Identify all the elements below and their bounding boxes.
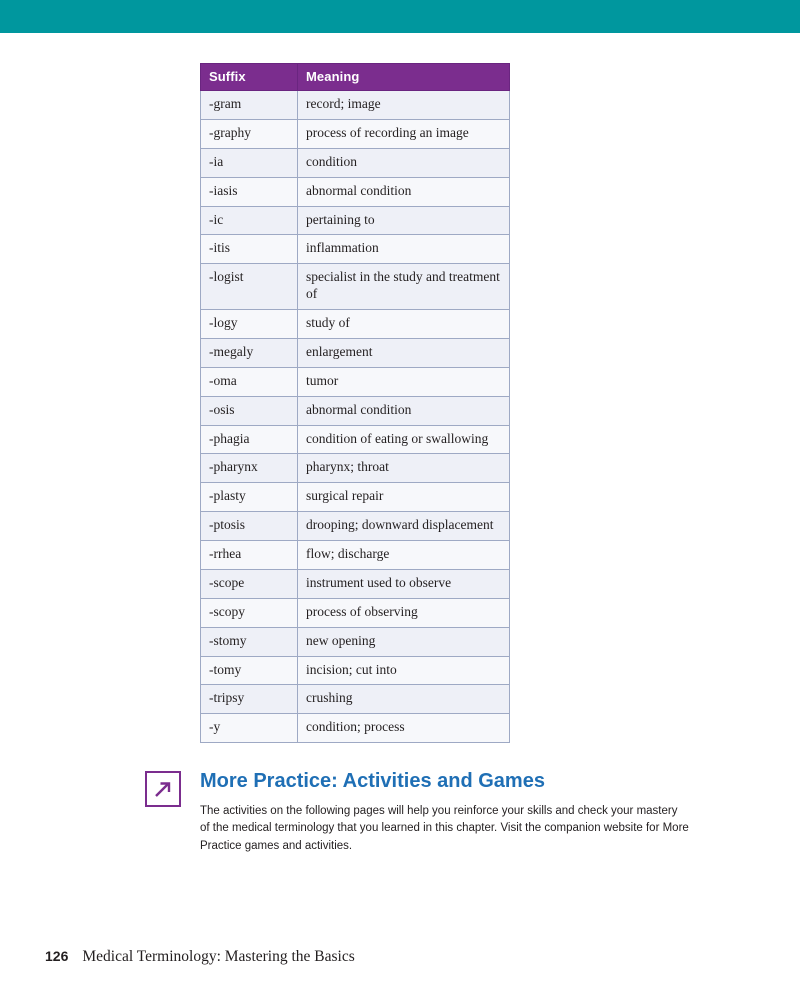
cell-meaning: surgical repair	[298, 483, 510, 512]
cell-suffix: -pharynx	[201, 454, 298, 483]
table-row	[201, 454, 510, 483]
cell-suffix: -ptosis	[201, 512, 298, 541]
more-practice-body: The activities on the following pages will help you reinforce your skills and check your mastery of the medical terminology that you learned in this chapter. Visit the companion website for More Practice games and activities.	[200, 805, 689, 852]
more-practice-section	[145, 763, 690, 855]
cell-meaning: instrument used to observe	[298, 569, 510, 598]
cell-suffix: -tripsy	[201, 685, 298, 714]
suffix-meaning-table	[200, 63, 510, 743]
cell-meaning: condition; process	[298, 714, 510, 743]
table-row	[201, 541, 510, 570]
cell-meaning: process of recording an image	[298, 119, 510, 148]
cell-suffix: -osis	[201, 396, 298, 425]
cell-meaning: process of observing	[298, 598, 510, 627]
column-header-suffix: Suffix	[201, 64, 298, 91]
cell-suffix: -tomy	[201, 656, 298, 685]
cell-meaning: condition	[298, 148, 510, 177]
cell-meaning: pertaining to	[298, 206, 510, 235]
cell-suffix: -scope	[201, 569, 298, 598]
table-row	[201, 91, 510, 120]
cell-suffix: -scopy	[201, 598, 298, 627]
cell-suffix: -graphy	[201, 119, 298, 148]
table-row	[201, 714, 510, 743]
cell-suffix: -oma	[201, 367, 298, 396]
cell-suffix: -itis	[201, 235, 298, 264]
cell-meaning: abnormal condition	[298, 177, 510, 206]
cell-suffix: -gram	[201, 91, 298, 120]
cell-suffix: -ia	[201, 148, 298, 177]
table-row	[201, 627, 510, 656]
table-header-row	[201, 64, 510, 91]
cell-meaning: crushing	[298, 685, 510, 714]
cell-meaning: condition of eating or swallowing	[298, 425, 510, 454]
table-row	[201, 512, 510, 541]
arrow-up-right-box-icon	[145, 771, 181, 807]
table-row	[201, 483, 510, 512]
cell-meaning: incision; cut into	[298, 656, 510, 685]
table-row	[201, 425, 510, 454]
table-row	[201, 569, 510, 598]
cell-meaning: new opening	[298, 627, 510, 656]
table-row	[201, 119, 510, 148]
cell-suffix: -rrhea	[201, 541, 298, 570]
cell-suffix: -phagia	[201, 425, 298, 454]
cell-meaning: record; image	[298, 91, 510, 120]
cell-suffix: -logist	[201, 264, 298, 310]
table-row	[201, 338, 510, 367]
cell-suffix: -ic	[201, 206, 298, 235]
table-row	[201, 656, 510, 685]
header-color-band	[0, 0, 800, 33]
table-row	[201, 264, 510, 310]
more-practice-heading: More Practice: Activities and Games	[200, 770, 545, 792]
cell-suffix: -stomy	[201, 627, 298, 656]
cell-meaning: abnormal condition	[298, 396, 510, 425]
table-row	[201, 685, 510, 714]
table-row	[201, 396, 510, 425]
table-row	[201, 148, 510, 177]
cell-suffix: -y	[201, 714, 298, 743]
table-header	[201, 64, 510, 91]
cell-meaning: tumor	[298, 367, 510, 396]
page-footer	[45, 948, 355, 966]
footer-page-number: 126	[45, 948, 69, 964]
cell-meaning: enlargement	[298, 338, 510, 367]
column-header-meaning: Meaning	[298, 64, 510, 91]
cell-meaning: drooping; downward displacement	[298, 512, 510, 541]
table-body	[201, 91, 510, 743]
cell-meaning: study of	[298, 310, 510, 339]
cell-meaning: flow; discharge	[298, 541, 510, 570]
table-row	[201, 310, 510, 339]
cell-suffix: -megaly	[201, 338, 298, 367]
cell-suffix: -logy	[201, 310, 298, 339]
table-row	[201, 598, 510, 627]
table-row	[201, 367, 510, 396]
cell-meaning: specialist in the study and treatment of	[298, 264, 510, 310]
cell-suffix: -plasty	[201, 483, 298, 512]
table-row	[201, 235, 510, 264]
table-row	[201, 206, 510, 235]
table-row	[201, 177, 510, 206]
cell-meaning: pharynx; throat	[298, 454, 510, 483]
footer-book-title: Medical Terminology: Mastering the Basics	[82, 948, 355, 965]
cell-meaning: inflammation	[298, 235, 510, 264]
cell-suffix: -iasis	[201, 177, 298, 206]
